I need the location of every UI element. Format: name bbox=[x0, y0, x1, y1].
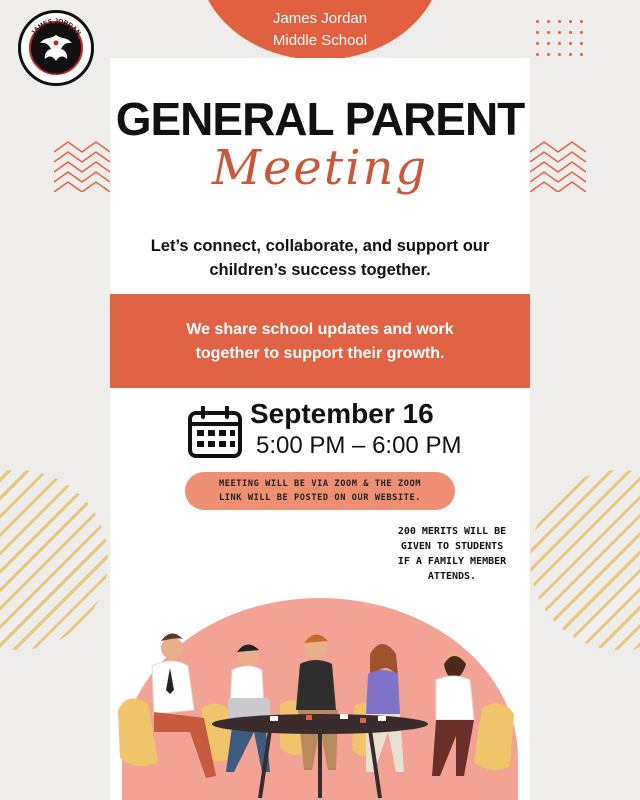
event-date: September 16 bbox=[250, 398, 434, 429]
notice-line2: LINK WILL BE POSTED ON OUR WEBSITE. bbox=[218, 493, 422, 503]
svg-text:JAMES JORDAN bbox=[30, 18, 82, 37]
school-name-line1: James Jordan bbox=[272, 10, 368, 27]
decorative-dot bbox=[558, 53, 561, 56]
decorative-dot bbox=[580, 42, 583, 45]
decorative-dot bbox=[558, 42, 561, 45]
decorative-dot bbox=[558, 20, 561, 23]
striped-circle-right bbox=[530, 470, 640, 650]
merits-line1: 200 MERITS WILL BE bbox=[397, 526, 507, 537]
band-line2: together to support their growth. bbox=[195, 345, 445, 362]
subtitle-line2: children’s success together. bbox=[209, 261, 431, 279]
decorative-dot bbox=[536, 42, 539, 45]
decorative-dot bbox=[569, 53, 572, 56]
merits-note bbox=[382, 524, 522, 584]
logo-text-top: JAMES JORDAN bbox=[30, 17, 82, 37]
calendar-icon bbox=[188, 406, 242, 458]
decorative-dot bbox=[547, 53, 550, 56]
band-line1: We share school updates and work bbox=[186, 321, 454, 338]
zigzag-right-decoration bbox=[530, 140, 586, 192]
school-name-line2: Middle School bbox=[272, 32, 368, 49]
merits-line2: GIVEN TO STUDENTS bbox=[400, 541, 504, 552]
decorative-dot bbox=[536, 20, 539, 23]
decorative-dot bbox=[580, 53, 583, 56]
merits-line3: IF A FAMILY MEMBER bbox=[397, 556, 507, 567]
notice-line1: MEETING WILL BE VIA ZOOM & THE ZOOM bbox=[218, 479, 422, 489]
zigzag-left-decoration bbox=[54, 140, 110, 192]
decorative-dot bbox=[569, 31, 572, 34]
school-logo bbox=[18, 10, 94, 86]
info-band bbox=[110, 294, 530, 388]
decorative-dot bbox=[547, 20, 550, 23]
logo-text-bottom: MIDDLE SCHOOL bbox=[34, 60, 78, 77]
school-name bbox=[200, 8, 440, 52]
striped-circle-left bbox=[0, 470, 108, 650]
decorative-dot bbox=[569, 20, 572, 23]
decorative-dot bbox=[580, 31, 583, 34]
subtitle-line1: Let’s connect, collaborate, and support our bbox=[150, 237, 490, 255]
decorative-dot bbox=[536, 31, 539, 34]
decorative-dot bbox=[536, 53, 539, 56]
decorative-dot bbox=[558, 31, 561, 34]
decorative-dot bbox=[547, 31, 550, 34]
event-time: 5:00 PM – 6:00 PM bbox=[256, 432, 462, 459]
decorative-dot bbox=[580, 20, 583, 23]
flyer-title: GENERAL PARENT bbox=[115, 93, 525, 145]
decorative-dot bbox=[547, 42, 550, 45]
flyer-subtitle bbox=[120, 234, 520, 282]
merits-line4: ATTENDS. bbox=[427, 571, 477, 582]
svg-text:MIDDLE SCHOOL bbox=[35, 60, 78, 76]
flyer-card bbox=[110, 58, 530, 800]
decorative-dot bbox=[569, 42, 572, 45]
band-text bbox=[130, 318, 510, 366]
flyer-script-title: Meeting bbox=[211, 140, 429, 196]
decorative-dots bbox=[536, 20, 586, 60]
